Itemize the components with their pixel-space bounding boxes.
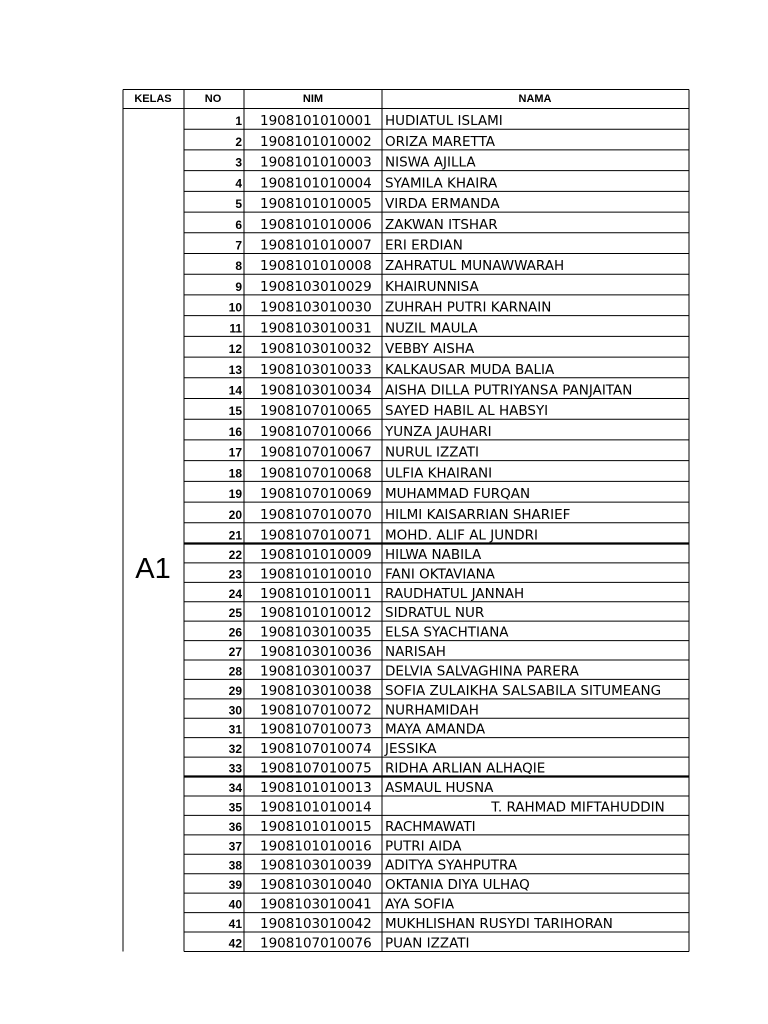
- row-nama: KHAIRUNNISA: [385, 278, 479, 295]
- row-no: 29: [228, 683, 242, 698]
- row-no: 37: [228, 839, 242, 854]
- row-no: 4: [235, 176, 242, 191]
- row-nim: 1908101010007: [260, 237, 372, 254]
- row-nim: 1908101010004: [260, 175, 372, 192]
- row-nama: VEBBY AISHA: [385, 341, 475, 358]
- row-no: 24: [228, 586, 242, 601]
- row-nama: DELVIA SALVAGHINA PARERA: [385, 663, 579, 680]
- row-nim: 1908101010014: [260, 799, 372, 816]
- row-nama: ZUHRAH PUTRI KARNAIN: [385, 299, 552, 316]
- row-nim: 1908101010011: [260, 585, 372, 602]
- row-nim: 1908101010009: [260, 546, 372, 563]
- row-nama: VIRDA ERMANDA: [385, 196, 500, 213]
- header-no: NO: [204, 93, 222, 105]
- row-nama: RACHMAWATI: [385, 818, 476, 835]
- row-no: 32: [228, 742, 242, 757]
- row-no: 10: [228, 300, 242, 315]
- row-nama: NUZIL MAULA: [385, 320, 478, 337]
- row-nama: SYAMILA KHAIRA: [385, 175, 498, 192]
- row-nim: 1908101010012: [260, 605, 372, 622]
- row-nim: 1908103010036: [260, 644, 372, 660]
- row-no: 22: [228, 547, 242, 562]
- row-nim: 1908107010068: [260, 465, 372, 482]
- header-kelas: KELAS: [134, 93, 172, 105]
- row-nama: SAYED HABIL AL HABSYI: [385, 403, 549, 420]
- row-nim: 1908101010010: [260, 566, 372, 583]
- row-no: 25: [228, 606, 242, 621]
- row-nim: 1908101010015: [260, 818, 372, 835]
- row-nim: 1908103010035: [260, 624, 372, 641]
- row-nama: ZAKWAN ITSHAR: [385, 216, 498, 233]
- row-nama: SOFIA ZULAIKHA SALSABILA SITUMEANG: [385, 682, 662, 699]
- row-nama: FANI OKTAVIANA: [385, 566, 495, 583]
- row-no: 14: [228, 383, 242, 398]
- row-no: 12: [228, 342, 242, 357]
- row-nim: 1908101010008: [260, 258, 372, 275]
- row-nama: ORIZA MARETTA: [385, 133, 495, 150]
- row-no: 31: [228, 722, 242, 737]
- row-no: 11: [229, 321, 242, 336]
- row-no: 5: [235, 197, 242, 212]
- row-no: 1: [235, 114, 242, 129]
- row-nim: 1908101010003: [260, 154, 372, 171]
- row-nim: 1908107010071: [260, 527, 372, 544]
- row-no: 42: [228, 936, 242, 951]
- table-cells: [134, 93, 664, 952]
- row-nim: 1908101010013: [260, 779, 372, 796]
- row-no: 2: [235, 134, 242, 149]
- row-nama: NARISAH: [385, 644, 446, 660]
- row-nama: ERI ERDIAN: [385, 237, 463, 254]
- row-no: 20: [228, 507, 242, 522]
- row-nim: 1908103010033: [260, 361, 372, 378]
- row-no: 41: [228, 917, 242, 932]
- row-nama: PUTRI AIDA: [385, 838, 462, 855]
- row-nim: 1908103010034: [260, 382, 372, 399]
- row-nama: OKTANIA DIYA ULHAQ: [385, 877, 530, 894]
- row-nim: 1908107010070: [260, 506, 372, 523]
- row-nama: PUAN IZZATI: [385, 935, 470, 952]
- row-nama: RIDHA ARLIAN ALHAQIE: [385, 760, 546, 777]
- row-nim: 1908103010029: [260, 278, 372, 295]
- row-no: 18: [228, 466, 242, 481]
- row-nama: ADITYA SYAHPUTRA: [385, 857, 518, 874]
- row-nim: 1908107010065: [260, 403, 372, 420]
- row-nama: NISWA AJILLA: [385, 154, 476, 171]
- row-nim: 1908107010069: [260, 486, 372, 503]
- row-nim: 1908103010030: [260, 299, 372, 316]
- row-nim: 1908101010005: [260, 196, 372, 213]
- row-nim: 1908107010075: [260, 760, 372, 777]
- row-no: 21: [228, 528, 242, 543]
- row-no: 38: [228, 858, 242, 873]
- row-nim: 1908103010031: [260, 320, 372, 337]
- row-nim: 1908107010067: [260, 444, 372, 461]
- row-nim: 1908103010042: [260, 916, 372, 933]
- row-nim: 1908103010037: [260, 663, 372, 680]
- row-nama: SIDRATUL NUR: [385, 605, 485, 622]
- row-no: 17: [228, 445, 242, 460]
- row-nim: 1908101010016: [260, 838, 372, 855]
- row-no: 34: [228, 780, 242, 795]
- row-no: 26: [228, 625, 242, 640]
- row-nama: NURHAMIDAH: [385, 702, 479, 719]
- row-no: 33: [228, 761, 242, 776]
- row-nim: 1908101010002: [260, 133, 372, 150]
- row-nama: ELSA SYACHTIANA: [385, 624, 509, 641]
- row-nama: T. RAHMAD MIFTAHUDDIN: [491, 799, 665, 816]
- row-nama: RAUDHATUL JANNAH: [385, 585, 525, 602]
- row-nim: 1908107010073: [260, 721, 372, 738]
- row-nim: 1908103010041: [260, 896, 372, 913]
- row-no: 28: [228, 664, 242, 679]
- row-nim: 1908103010039: [260, 857, 372, 874]
- row-nim: 1908101010006: [260, 216, 372, 233]
- row-nama: KALKAUSAR MUDA BALIA: [385, 361, 555, 378]
- header-nim: NIM: [302, 93, 324, 105]
- row-nama: MUKHLISHAN RUSYDI TARIHORAN: [385, 916, 613, 933]
- row-no: 27: [228, 645, 242, 659]
- row-no: 35: [228, 800, 242, 815]
- row-no: 3: [235, 155, 242, 170]
- row-nama: ZAHRATUL MUNAWWARAH: [385, 258, 565, 275]
- row-nim: 1908103010038: [260, 682, 372, 699]
- row-nama: HILMI KAISARRIAN SHARIEF: [385, 506, 571, 523]
- header-nama: NAMA: [518, 93, 552, 105]
- row-no: 16: [228, 424, 242, 439]
- row-no: 39: [228, 878, 242, 893]
- row-no: 40: [228, 897, 242, 912]
- row-nama: HILWA NABILA: [385, 546, 482, 563]
- row-nama: HUDIATUL ISLAMI: [385, 113, 503, 130]
- row-nim: 1908101010001: [260, 113, 372, 130]
- row-nim: 1908103010032: [260, 341, 372, 358]
- row-nama: ULFIA KHAIRANI: [385, 465, 493, 482]
- row-nama: ASMAUL HUSNA: [385, 779, 494, 796]
- row-no: 36: [228, 819, 242, 834]
- row-nama: MAYA AMANDA: [385, 721, 486, 738]
- row-nama: MOHD. ALIF AL JUNDRI: [385, 527, 538, 544]
- kelas-value: A1: [135, 553, 171, 585]
- row-nama: AYA SOFIA: [385, 896, 455, 913]
- row-nim: 1908107010066: [260, 423, 372, 440]
- row-nim: 1908107010076: [260, 935, 372, 952]
- row-no: 8: [235, 259, 242, 274]
- row-nama: NURUL IZZATI: [385, 444, 479, 461]
- row-no: 30: [228, 703, 242, 718]
- row-nama: MUHAMMAD FURQAN: [385, 486, 531, 503]
- row-no: 6: [235, 217, 242, 232]
- row-nama: YUNZA JAUHARI: [385, 423, 492, 440]
- row-no: 15: [228, 404, 242, 419]
- row-no: 19: [228, 487, 242, 502]
- row-nama: AISHA DILLA PUTRIYANSA PANJAITAN: [385, 382, 633, 399]
- row-no: 23: [228, 567, 242, 582]
- row-no: 9: [235, 279, 242, 294]
- row-no: 7: [235, 238, 242, 253]
- row-nama: JESSIKA: [385, 741, 437, 758]
- row-nim: 1908107010074: [260, 741, 372, 758]
- row-no: 13: [228, 362, 242, 377]
- row-nim: 1908103010040: [260, 877, 372, 894]
- row-nim: 1908107010072: [260, 702, 372, 719]
